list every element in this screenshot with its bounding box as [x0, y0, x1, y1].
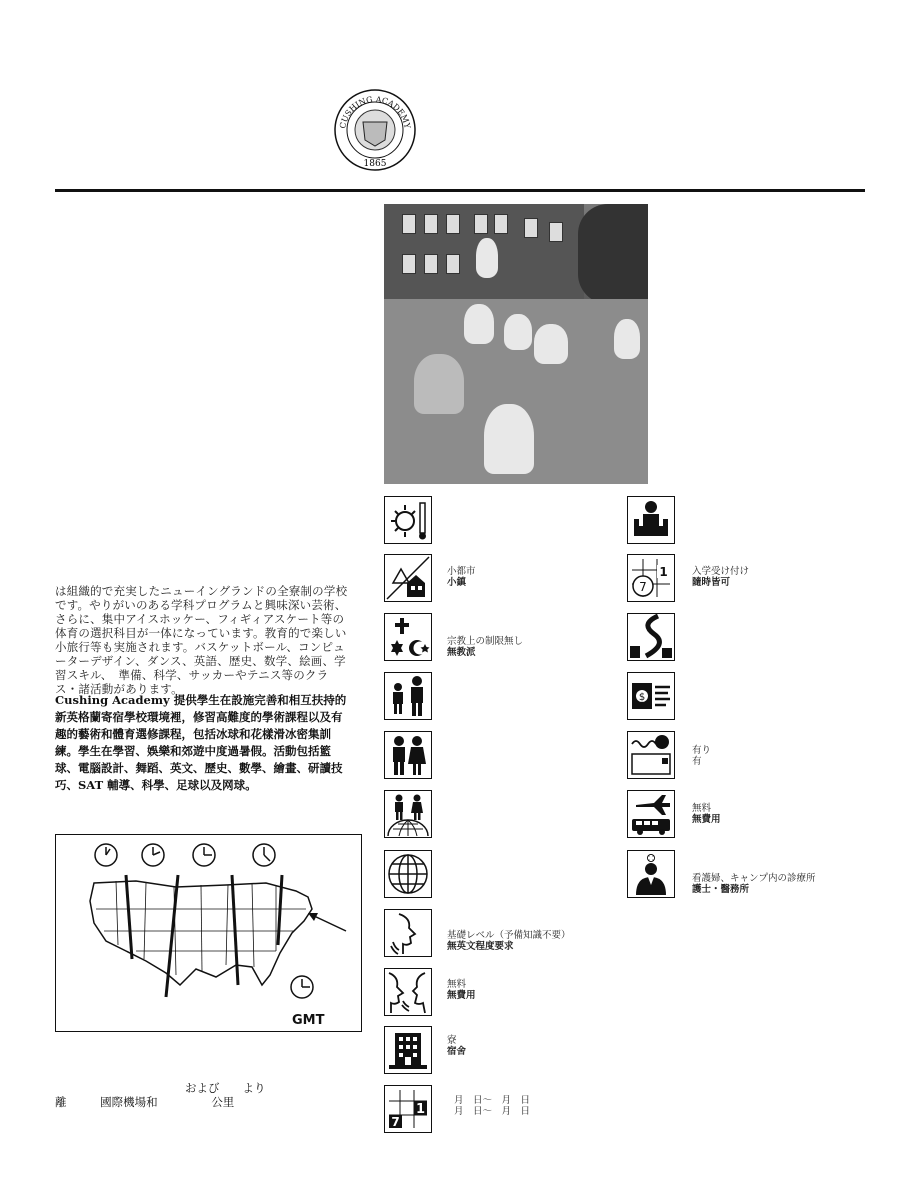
speaking-head-icon — [384, 909, 432, 957]
laundry-label — [692, 745, 711, 767]
gmt-label: GMT — [292, 1013, 325, 1028]
calendar-icon — [384, 1085, 432, 1133]
housing-label-jp: 寮 — [447, 1035, 457, 1046]
tuition-label-zh: 無費用 — [447, 990, 476, 1001]
road-car-icon — [627, 613, 675, 661]
travel-distance-label: 離 — [55, 1095, 67, 1109]
english-level-label-jp: 基礎レベル（予備知識不要） — [447, 930, 571, 941]
town-icon — [384, 554, 432, 602]
town-label-jp: 小都市 — [447, 566, 476, 577]
english-level-label-zh: 無英文程度要求 — [447, 941, 514, 952]
dollar-card-icon — [627, 672, 675, 720]
enrollment-label — [692, 566, 749, 588]
airport-transfer-label — [692, 803, 721, 825]
town-label — [447, 566, 476, 588]
religion-label — [447, 636, 523, 658]
person-desk-icon — [627, 496, 675, 544]
enrollment-label-jp: 入学受け付け — [692, 566, 750, 577]
travel-line1: および より — [185, 1081, 266, 1095]
laundry-label-jp: 有り — [692, 745, 712, 756]
medical-label-zh: 護士・醫務所 — [692, 884, 750, 895]
header-rule — [55, 189, 865, 192]
session-dates-label — [454, 1095, 530, 1117]
boy-girl-icon — [384, 672, 432, 720]
airplane-bus-icon — [627, 790, 675, 838]
seal-text: CUSHING ACADEMY — [338, 94, 412, 130]
session-dates-2: 月 日～ 月 日 — [454, 1106, 531, 1117]
sun-thermometer-icon — [384, 496, 432, 544]
two-people-icon — [384, 731, 432, 779]
dormitory-icon — [384, 1026, 432, 1074]
svg-text:7: 7 — [639, 580, 647, 594]
travel-info — [55, 1081, 355, 1109]
medical-label-jp: 看護婦、キャンプ内の診療所 — [692, 873, 816, 884]
religion-icon — [384, 613, 432, 661]
globe-icon — [384, 850, 432, 898]
campus-photo — [384, 204, 648, 484]
enrollment-label-zh: 隨時皆可 — [692, 577, 731, 588]
svg-text:1: 1 — [659, 565, 668, 579]
svg-text:$: $ — [638, 692, 646, 703]
town-label-zh: 小鎮 — [447, 577, 467, 588]
calendar-clock-icon — [627, 554, 675, 602]
svg-text:1: 1 — [415, 1102, 426, 1117]
english-level-label — [447, 930, 571, 952]
tuition-label — [447, 979, 476, 1001]
seal-year: 1865 — [363, 159, 387, 169]
airport-transfer-label-zh: 無費用 — [692, 814, 721, 825]
people-globe-icon — [384, 790, 432, 838]
housing-label-zh: 宿舍 — [447, 1046, 467, 1057]
us-timezone-map — [55, 834, 362, 1032]
nurse-icon — [627, 850, 675, 898]
session-dates-1: 月 日～ 月 日 — [454, 1095, 531, 1106]
laundry-icon — [627, 731, 675, 779]
svg-text:7: 7 — [391, 1115, 400, 1129]
travel-km: 公里 — [211, 1095, 235, 1109]
housing-label — [447, 1035, 466, 1057]
laundry-label-zh: 有 — [692, 756, 702, 767]
religion-label-jp: 宗教上の制限無し — [447, 636, 524, 647]
religion-label-zh: 無教派 — [447, 647, 476, 658]
school-seal — [333, 88, 417, 172]
description-japanese: は組織的で充実したニューイングランドの全寮制の学校です。やりがいのある学科プログラムと興味深い芸術、さらに、集中アイスホッケー、フィギィアスケート等の体育の選択科目が一体になっています。教育的で楽しい小旅行等も実施されます。バスケットボール、コンピューターデザイン、ダンス、英語、歴史、数学、絵画、学習スキル、 準備、科学、サッカーやテニス等のクラス・諸活動があります。 — [55, 584, 348, 696]
airport-transfer-label-jp: 無料 — [692, 803, 712, 814]
two-heads-icon — [384, 968, 432, 1016]
tuition-label-jp: 無料 — [447, 979, 467, 990]
description-chinese: Cushing Academy 提供學生在設施完善和相互扶持的新英格蘭寄宿學校環境裡，修習高難度的學術課程以及有趣的藝術和體育選修課程，包括冰球和花樣滑冰密集訓練。學生在學習、娛樂和郊遊中度過暑假。活動包括籃球、電腦設計、舞蹈、英文、歷史、數學、繪畫、研讀技巧、SAT 輔導、科學、足球以及网球。 — [55, 693, 347, 792]
medical-label — [692, 873, 816, 895]
travel-airport: 國際機場和 — [100, 1095, 158, 1109]
